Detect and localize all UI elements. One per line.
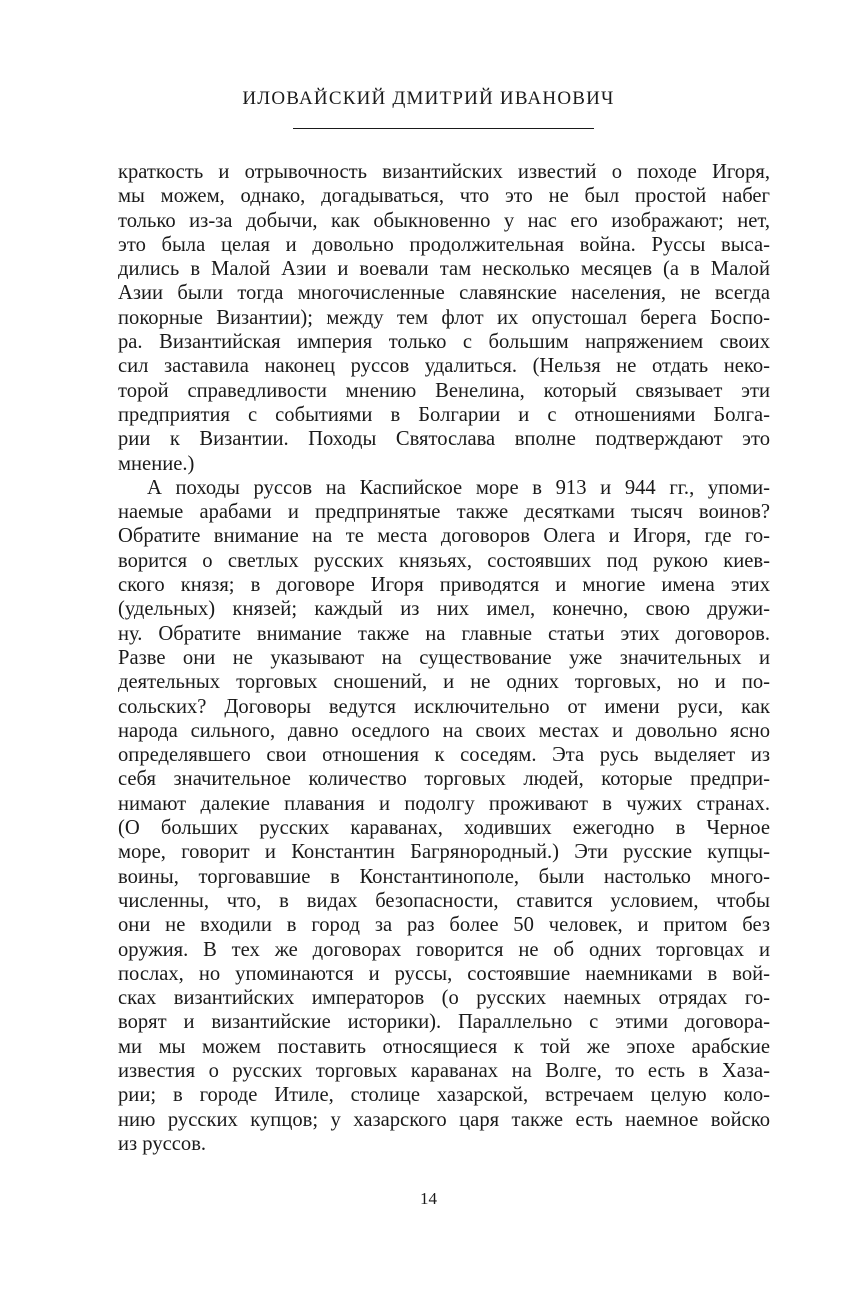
- header-rule: [293, 128, 594, 129]
- page-number: 14: [420, 1189, 437, 1208]
- text-line: оружия. В тех же договорах говорится не об одних торговцах и: [118, 938, 770, 961]
- text-line: народа сильного, давно оседлого на своих местах и довольно ясно: [118, 719, 770, 742]
- text-line: краткость и отрывочность византийских известий о походе Игоря,: [118, 161, 770, 183]
- text-line: торой справедливости мнению Венелина, который связывает эти: [118, 379, 770, 402]
- text-line: определявшего свои отношения к соседям. Эта русь выделяет из: [118, 744, 770, 767]
- text-line: Разве они не указывают на существование уже значительных и: [118, 646, 770, 669]
- text-line: дились в Малой Азии и воевали там несколько месяцев (а в Малой: [118, 258, 770, 281]
- text-line: Обратите внимание на те места договоров Олега и Игоря, где го-: [118, 525, 770, 548]
- text-line: А походы руссов на Каспийское море в 913 и 944 гг., упоми-: [147, 476, 770, 499]
- text-line: известия о русских торговых караванах на Волге, то есть в Хаза-: [118, 1059, 770, 1082]
- text-line: сольских? Договоры ведутся исключительно от имени руси, как: [118, 695, 770, 718]
- text-line: численны, что, в видах безопасности, ставится условием, чтобы: [118, 889, 770, 912]
- text-line: нимают далекие плавания и подолгу проживают в чужих странах.: [118, 792, 770, 815]
- text-line: нию русских купцов; у хазарского царя также есть наемное войско: [118, 1108, 770, 1131]
- text-line: покорные Византии); между тем флот их опустошал берега Боспо-: [118, 306, 770, 329]
- text-line: ского князя; в договоре Игоря приводятся и многие имена этих: [118, 574, 770, 597]
- text-line: только из-за добычи, как обыкновенно у нас его изображают; нет,: [118, 209, 770, 232]
- text-line: наемые арабами и предпринятые также десятками тысяч воинов?: [118, 501, 770, 524]
- text-line: мнение.): [118, 452, 195, 475]
- running-title: ИЛОВАЙСКИЙ ДМИТРИЙ ИВАНОВИЧ: [242, 88, 615, 109]
- text-line: море, говорит и Константин Багрянородный.) Эти русские купцы-: [118, 841, 770, 864]
- text-line: послах, но упоминаются и руссы, состоявшие наемниками в вой-: [118, 962, 770, 985]
- text-line: ворят и византийские историки). Параллельно с этими договора-: [118, 1011, 770, 1034]
- text-line: рии; в городе Итиле, столице хазарской, встречаем целую коло-: [118, 1084, 770, 1107]
- text-line: (О больших русских караванах, ходивших ежегодно в Черное: [118, 817, 770, 840]
- paragraph: [118, 476, 770, 1156]
- body-text: [118, 160, 770, 1156]
- text-line: воины, торговавшие в Константинополе, были настолько много-: [118, 865, 770, 888]
- text-line: (удельных) князей; каждый из них имел, конечно, свою дружи-: [118, 598, 770, 621]
- text-line: ра. Византийская империя только с большим напряжением своих: [118, 331, 770, 354]
- paragraph: [118, 160, 770, 476]
- text-line: они не входили в город за раз более 50 человек, и притом без: [118, 914, 770, 937]
- text-line: ну. Обратите внимание также на главные статьи этих договоров.: [118, 622, 770, 645]
- text-line: мы можем, однако, догадываться, что это не был простой набег: [118, 185, 770, 208]
- text-line: сил заставила наконец руссов удалиться. (Нельзя не отдать неко-: [118, 355, 770, 378]
- text-line: себя значительное количество торговых людей, которые предпри-: [118, 768, 770, 791]
- text-line: предприятия с событиями в Болгарии и с отношениями Болга-: [118, 403, 770, 426]
- text-line: сках византийских императоров (о русских наемных отрядах го-: [118, 987, 770, 1010]
- text-line: деятельных торговых сношений, и не одних торговых, но и по-: [118, 671, 770, 694]
- text-line: это была целая и довольно продолжительная война. Руссы выса-: [118, 233, 770, 256]
- text-line: из руссов.: [118, 1132, 207, 1155]
- text-line: ми мы можем поставить относящиеся к той же эпохе арабские: [118, 1035, 770, 1058]
- text-line: ворится о светлых русских князьях, состоявших под рукою киев-: [118, 549, 770, 572]
- text-line: Азии были тогда многочисленные славянские населения, не всегда: [118, 282, 770, 305]
- text-line: рии к Византии. Походы Святослава вполне подтверждают это: [118, 428, 770, 451]
